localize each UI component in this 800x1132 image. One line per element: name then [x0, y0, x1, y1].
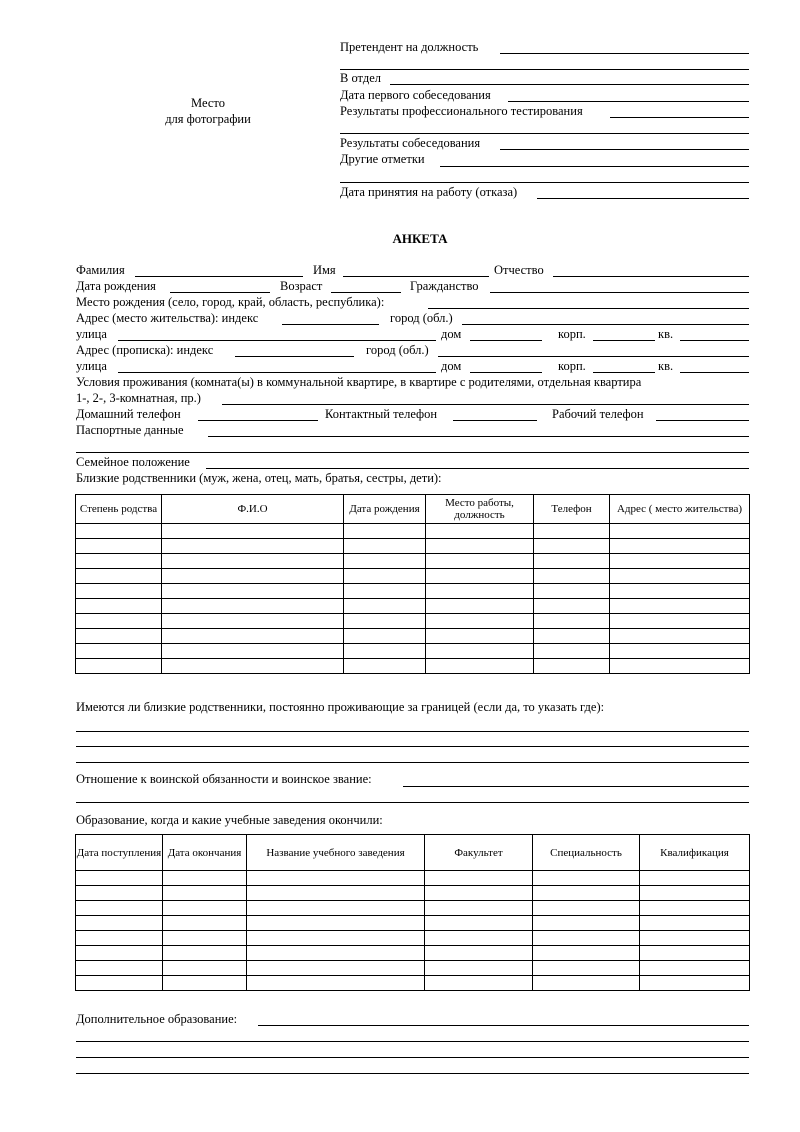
table-cell[interactable]	[534, 659, 610, 674]
work-phone-field[interactable]	[656, 420, 749, 421]
education-header-start-date: Дата поступления	[76, 835, 163, 871]
table-cell[interactable]	[534, 599, 610, 614]
table-cell[interactable]	[76, 539, 162, 554]
citizenship-field[interactable]	[490, 292, 749, 293]
table-cell[interactable]	[344, 539, 426, 554]
residence-apartment-label: кв.	[658, 327, 674, 341]
residence-building-label: корп.	[558, 327, 586, 341]
table-cell[interactable]	[533, 976, 640, 991]
citizenship-label: Гражданство	[410, 279, 479, 293]
table-row	[76, 901, 750, 916]
registration-house-field[interactable]	[470, 372, 542, 373]
table-cell[interactable]	[76, 599, 162, 614]
table-cell[interactable]	[534, 644, 610, 659]
table-cell[interactable]	[426, 629, 534, 644]
table-cell[interactable]	[76, 569, 162, 584]
table-cell[interactable]	[533, 886, 640, 901]
table-cell[interactable]	[162, 524, 344, 539]
table-row	[76, 569, 750, 584]
table-cell[interactable]	[76, 886, 163, 901]
patronymic-label: Отчество	[494, 263, 544, 277]
table-cell[interactable]	[425, 886, 533, 901]
table-cell[interactable]	[640, 871, 750, 886]
table-cell[interactable]	[426, 569, 534, 584]
table-cell[interactable]	[533, 901, 640, 916]
relatives-header-phone: Телефон	[534, 495, 610, 524]
other-notes-label: Другие отметки	[340, 152, 425, 166]
table-cell[interactable]	[425, 976, 533, 991]
table-cell[interactable]	[163, 886, 247, 901]
table-cell[interactable]	[344, 554, 426, 569]
birth-date-field[interactable]	[170, 292, 270, 293]
table-cell[interactable]	[425, 916, 533, 931]
table-cell[interactable]	[425, 871, 533, 886]
table-row	[76, 584, 750, 599]
additional-education-label: Дополнительное образование:	[76, 1012, 238, 1026]
table-cell[interactable]	[76, 659, 162, 674]
registration-city-field[interactable]	[438, 356, 749, 357]
relatives-header-address: Адрес ( место жительства)	[610, 495, 750, 524]
surname-field[interactable]	[135, 276, 303, 277]
table-cell[interactable]	[640, 931, 750, 946]
residence-city-field[interactable]	[462, 324, 749, 325]
additional-education-line-4[interactable]	[76, 1073, 749, 1074]
passport-label: Паспортные данные	[76, 423, 184, 437]
table-cell[interactable]	[534, 629, 610, 644]
table-cell[interactable]	[610, 539, 750, 554]
registration-apartment-label: кв.	[658, 359, 674, 373]
relatives-header-fullname: Ф.И.О	[162, 495, 344, 524]
department-field[interactable]	[390, 84, 749, 85]
education-header-faculty: Факультет	[425, 835, 533, 871]
other-notes-extra-line[interactable]	[340, 182, 749, 183]
residence-street-field[interactable]	[118, 340, 436, 341]
table-cell[interactable]	[344, 569, 426, 584]
table-cell[interactable]	[76, 961, 163, 976]
education-header-institution: Название учебного заведения	[247, 835, 425, 871]
table-row	[76, 916, 750, 931]
table-row	[76, 659, 750, 674]
education-table	[75, 834, 750, 991]
table-cell[interactable]	[162, 599, 344, 614]
table-row	[76, 599, 750, 614]
table-cell[interactable]	[76, 976, 163, 991]
interview-results-label: Результаты собеседования	[340, 136, 481, 150]
first-interview-label: Дата первого собеседования	[340, 88, 491, 102]
test-results-label: Результаты профессионального тестирования	[340, 104, 583, 118]
photo-placeholder-line1: Место	[191, 96, 225, 110]
table-row	[76, 976, 750, 991]
additional-education-line-3[interactable]	[76, 1057, 749, 1058]
contact-phone-label: Контактный телефон	[325, 407, 438, 421]
residence-street-label: улица	[76, 327, 107, 341]
patronymic-field[interactable]	[553, 276, 749, 277]
hire-date-label: Дата принятия на работу (отказа)	[340, 185, 518, 199]
table-row	[76, 539, 750, 554]
candidate-label: Претендент на должность	[340, 40, 479, 54]
form-title: АНКЕТА	[392, 231, 448, 246]
table-cell[interactable]	[76, 629, 162, 644]
table-cell[interactable]	[426, 644, 534, 659]
table-cell[interactable]	[163, 916, 247, 931]
relatives-table	[75, 494, 750, 674]
interview-results-field[interactable]	[500, 149, 749, 150]
additional-education-line-2[interactable]	[76, 1041, 749, 1042]
registration-house-label: дом	[441, 359, 462, 373]
table-cell[interactable]	[426, 584, 534, 599]
table-cell[interactable]	[426, 554, 534, 569]
table-cell[interactable]	[640, 886, 750, 901]
table-cell[interactable]	[533, 946, 640, 961]
table-cell[interactable]	[640, 961, 750, 976]
table-cell[interactable]	[534, 539, 610, 554]
name-label: Имя	[313, 263, 336, 277]
relatives-header-degree: Степень родства	[76, 495, 162, 524]
table-cell[interactable]	[640, 901, 750, 916]
birth-date-label: Дата рождения	[76, 279, 156, 293]
other-notes-field[interactable]	[440, 166, 749, 167]
photo-placeholder-line2: для фотографии	[165, 112, 251, 126]
marital-status-field[interactable]	[206, 468, 749, 469]
table-cell[interactable]	[163, 901, 247, 916]
birth-place-label: Место рождения (село, город, край, область, республика):	[76, 295, 385, 309]
birth-place-field[interactable]	[428, 308, 749, 309]
registration-address-label: Адрес (прописка): индекс	[76, 343, 214, 357]
table-cell[interactable]	[76, 584, 162, 599]
table-cell[interactable]	[534, 569, 610, 584]
table-cell[interactable]	[610, 554, 750, 569]
age-field[interactable]	[331, 292, 401, 293]
table-cell[interactable]	[162, 629, 344, 644]
table-cell[interactable]	[247, 976, 425, 991]
education-label: Образование, когда и какие учебные заведения окончили:	[76, 813, 383, 827]
home-phone-field[interactable]	[198, 420, 318, 421]
residence-house-label: дом	[441, 327, 462, 341]
education-header-specialty: Специальность	[533, 835, 640, 871]
living-conditions-label: Условия проживания (комната(ы) в коммунальной квартире, в квартире с родителями, отдельная квартира	[76, 375, 642, 389]
table-cell[interactable]	[426, 539, 534, 554]
age-label: Возраст	[280, 279, 323, 293]
table-cell[interactable]	[162, 539, 344, 554]
table-cell[interactable]	[162, 659, 344, 674]
table-cell[interactable]	[534, 524, 610, 539]
table-cell[interactable]	[640, 916, 750, 931]
military-extra-line[interactable]	[76, 802, 749, 803]
test-results-field[interactable]	[610, 117, 749, 118]
table-cell[interactable]	[163, 946, 247, 961]
table-cell[interactable]	[247, 961, 425, 976]
military-field[interactable]	[403, 786, 749, 787]
work-phone-label: Рабочий телефон	[552, 407, 644, 421]
relatives-label: Близкие родственники (муж, жена, отец, мать, братья, сестры, дети):	[76, 471, 442, 485]
table-row	[76, 614, 750, 629]
table-cell[interactable]	[76, 901, 163, 916]
hire-date-field[interactable]	[537, 198, 749, 199]
table-cell[interactable]	[76, 614, 162, 629]
living-conditions-field[interactable]	[222, 404, 749, 405]
table-cell[interactable]	[425, 931, 533, 946]
abroad-line-1[interactable]	[76, 731, 749, 732]
table-cell[interactable]	[610, 614, 750, 629]
table-cell[interactable]	[425, 901, 533, 916]
table-cell[interactable]	[426, 524, 534, 539]
table-cell[interactable]	[162, 569, 344, 584]
education-header-end-date: Дата окончания	[163, 835, 247, 871]
home-phone-label: Домашний телефон	[76, 407, 181, 421]
table-cell[interactable]	[344, 584, 426, 599]
surname-label: Фамилия	[76, 263, 125, 277]
table-cell[interactable]	[425, 946, 533, 961]
marital-status-label: Семейное положение	[76, 455, 190, 469]
residence-address-label: Адрес (место жительства): индекс	[76, 311, 259, 325]
department-label: В отдел	[340, 71, 381, 85]
table-cell[interactable]	[76, 524, 162, 539]
residence-house-field[interactable]	[470, 340, 542, 341]
table-cell[interactable]	[76, 871, 163, 886]
table-cell[interactable]	[533, 961, 640, 976]
table-cell[interactable]	[426, 659, 534, 674]
table-cell[interactable]	[426, 599, 534, 614]
residence-city-label: город (обл.)	[390, 311, 453, 325]
table-cell[interactable]	[610, 659, 750, 674]
table-cell[interactable]	[344, 659, 426, 674]
table-cell[interactable]	[163, 931, 247, 946]
residence-apartment-field[interactable]	[680, 340, 749, 341]
table-row	[76, 886, 750, 901]
table-cell[interactable]	[162, 614, 344, 629]
table-cell[interactable]	[247, 946, 425, 961]
education-header-qualification: Квалификация	[640, 835, 750, 871]
table-row	[76, 524, 750, 539]
table-cell[interactable]	[426, 614, 534, 629]
abroad-line-2[interactable]	[76, 746, 749, 747]
table-row	[76, 629, 750, 644]
table-cell[interactable]	[425, 961, 533, 976]
table-cell[interactable]	[344, 629, 426, 644]
residence-index-field[interactable]	[282, 324, 379, 325]
table-cell[interactable]	[610, 644, 750, 659]
registration-index-field[interactable]	[235, 356, 354, 357]
table-row	[76, 554, 750, 569]
passport-field[interactable]	[208, 436, 749, 437]
table-row	[76, 644, 750, 659]
passport-extra-line[interactable]	[76, 452, 749, 453]
table-cell[interactable]	[344, 644, 426, 659]
table-cell[interactable]	[534, 554, 610, 569]
table-cell[interactable]	[247, 916, 425, 931]
table-cell[interactable]	[610, 584, 750, 599]
table-cell[interactable]	[533, 871, 640, 886]
table-cell[interactable]	[344, 524, 426, 539]
abroad-line-3[interactable]	[76, 762, 749, 763]
contact-phone-field[interactable]	[453, 420, 537, 421]
living-conditions-label-2: 1-, 2-, 3-комнатная, пр.)	[76, 391, 201, 405]
table-row	[76, 871, 750, 886]
table-cell[interactable]	[247, 871, 425, 886]
additional-education-field[interactable]	[258, 1025, 749, 1026]
table-cell[interactable]	[162, 584, 344, 599]
table-cell[interactable]	[247, 931, 425, 946]
table-cell[interactable]	[640, 976, 750, 991]
registration-street-field[interactable]	[118, 372, 436, 373]
table-cell[interactable]	[163, 976, 247, 991]
table-cell[interactable]	[533, 931, 640, 946]
table-cell[interactable]	[163, 961, 247, 976]
table-cell[interactable]	[533, 916, 640, 931]
name-field[interactable]	[343, 276, 489, 277]
table-cell[interactable]	[344, 599, 426, 614]
table-cell[interactable]	[247, 901, 425, 916]
table-cell[interactable]	[76, 554, 162, 569]
table-row	[76, 961, 750, 976]
table-cell[interactable]	[344, 614, 426, 629]
relatives-header-birth-date: Дата рождения	[344, 495, 426, 524]
registration-city-label: город (обл.)	[366, 343, 429, 357]
candidate-field[interactable]	[500, 53, 749, 54]
registration-street-label: улица	[76, 359, 107, 373]
table-cell[interactable]	[610, 629, 750, 644]
registration-apartment-field[interactable]	[680, 372, 749, 373]
table-cell[interactable]	[162, 554, 344, 569]
registration-building-label: корп.	[558, 359, 586, 373]
table-cell[interactable]	[640, 946, 750, 961]
first-interview-field[interactable]	[508, 101, 749, 102]
table-cell[interactable]	[162, 644, 344, 659]
table-cell[interactable]	[610, 599, 750, 614]
table-cell[interactable]	[163, 871, 247, 886]
table-cell[interactable]	[534, 584, 610, 599]
table-cell[interactable]	[76, 644, 162, 659]
military-label: Отношение к воинской обязанности и воинское звание:	[76, 772, 372, 786]
table-cell[interactable]	[76, 946, 163, 961]
table-row	[76, 931, 750, 946]
table-cell[interactable]	[534, 614, 610, 629]
residence-building-field[interactable]	[593, 340, 655, 341]
table-cell[interactable]	[610, 524, 750, 539]
table-cell[interactable]	[247, 886, 425, 901]
abroad-label: Имеются ли близкие родственники, постоянно проживающие за границей (если да, то указать где):	[76, 700, 605, 714]
table-cell[interactable]	[76, 916, 163, 931]
table-row	[76, 946, 750, 961]
test-results-extra-line[interactable]	[340, 133, 749, 134]
relatives-header-workplace: Место работы, должность	[426, 495, 534, 524]
candidate-extra-line[interactable]	[340, 69, 749, 70]
table-cell[interactable]	[76, 931, 163, 946]
table-cell[interactable]	[610, 569, 750, 584]
registration-building-field[interactable]	[593, 372, 655, 373]
